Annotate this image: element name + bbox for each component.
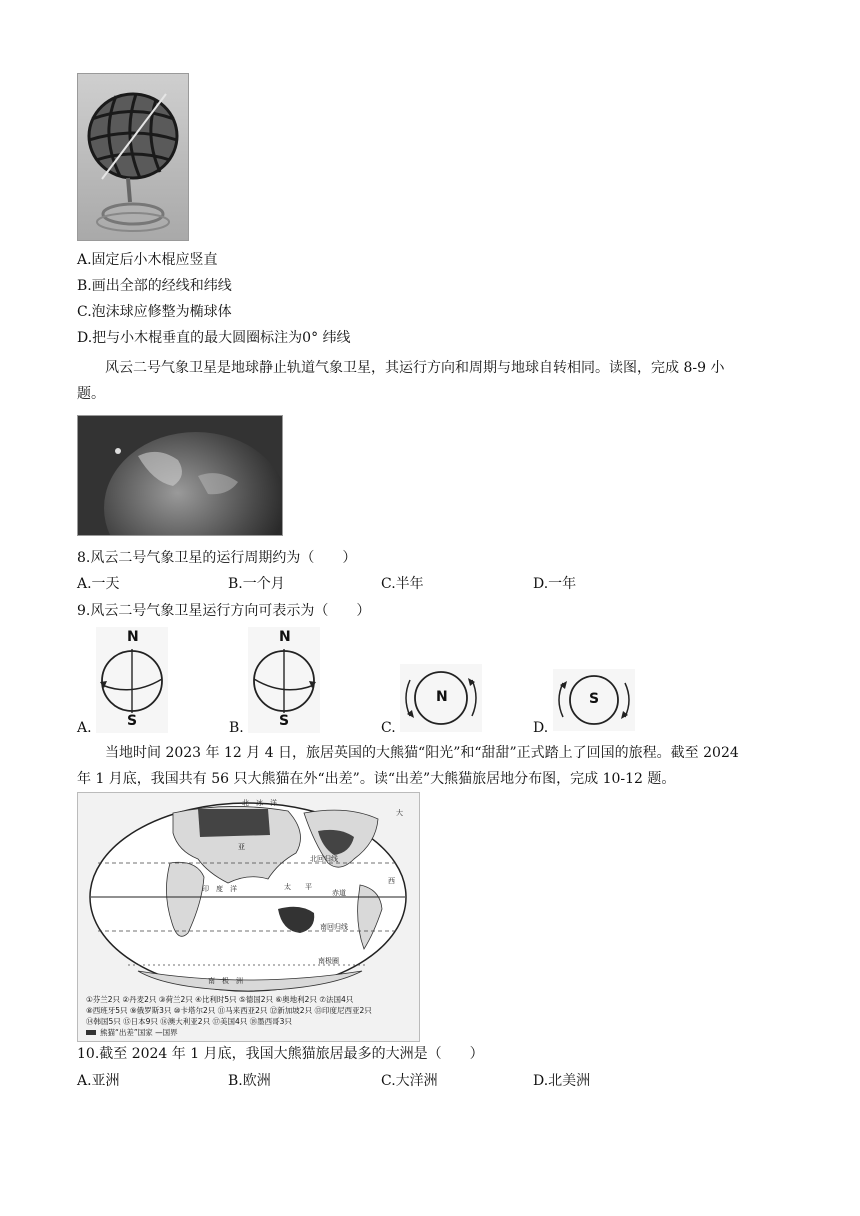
- earth-illustration: [78, 416, 282, 535]
- q8-stem: 8.风云二号气象卫星的运行周期约为（ ）: [77, 550, 357, 566]
- globe-model-illustration: [78, 74, 188, 240]
- q10-stem: 10.截至 2024 年 1 月底，我国大熊猫旅居最多的大洲是（ ）: [77, 1046, 484, 1062]
- q10-option-c: C.大洋洲: [381, 1073, 438, 1089]
- map-legend-key: 熊猫“出差”国家 —国界: [100, 1028, 178, 1037]
- map-label-antarctica: 南 极 洲: [208, 977, 243, 985]
- map-label-big: 大: [396, 809, 403, 817]
- map-label-equator: 赤道: [332, 889, 346, 897]
- q9-option-a-letter: A.: [77, 720, 92, 736]
- q9-diagram-b: [248, 627, 320, 733]
- q9-option-d-letter: D.: [533, 720, 549, 736]
- map-legend-line2: ⑧西班牙5只 ⑨俄罗斯3只 ⑩卡塔尔2只 ⑪马来西亚2只 ⑫新加坡2只 ⑬印度尼西亚2只: [86, 1006, 372, 1015]
- map-label-north-tropic: 北回归线: [310, 855, 338, 863]
- q9-diagram-a: [96, 627, 168, 733]
- q8-option-c: C.半年: [381, 576, 424, 592]
- map-label-indian-ocean: 印 度 洋: [202, 885, 237, 893]
- q9-a-north-label: N: [127, 629, 139, 645]
- map-label-asia: 亚: [238, 843, 245, 851]
- passage2-line1: 当地时间 2023 年 12 月 4 日，旅居英国的大熊猫“阳光”和“甜甜”正式踏上了回国的旅程。截至 2024: [105, 745, 739, 761]
- q7-option-c: C.泡沫球应修整为椭球体: [77, 304, 232, 320]
- world-map-illustration: [78, 793, 419, 1041]
- map-legend-line3: ⑭韩国5只 ⑮日本9只 ⑯澳大利亚2只 ⑰美国4只 ⑱墨西哥3只: [86, 1017, 292, 1026]
- globe-model-photo: [77, 73, 189, 241]
- q9-a-south-label: S: [127, 713, 138, 729]
- q8-option-d: D.一年: [533, 576, 577, 592]
- q9-option-b-letter: B.: [229, 720, 244, 736]
- map-label-arctic: 北 冰 洋: [242, 799, 277, 807]
- q8-option-a: A.一天: [77, 576, 120, 592]
- map-label-west: 西: [388, 877, 395, 885]
- satellite-earth-photo: [77, 415, 283, 536]
- q9-d-south-label: S: [589, 691, 600, 707]
- q9-stem: 9.风云二号气象卫星运行方向可表示为（ ）: [77, 603, 371, 619]
- q10-option-d: D.北美洲: [533, 1073, 591, 1089]
- map-label-pacific: 太 平: [284, 883, 312, 891]
- passage1-line2: 题。: [77, 386, 105, 402]
- q9-b-north-label: N: [279, 629, 291, 645]
- q7-option-a: A.固定后小木棍应竖直: [77, 252, 218, 268]
- q10-option-b: B.欧洲: [228, 1073, 271, 1089]
- map-label-antarctic-circle: 南极圈: [318, 957, 339, 965]
- q9-diagram-d: [553, 669, 635, 731]
- q7-option-d: D.把与小木棍垂直的最大圆圈标注为0° 纬线: [77, 330, 351, 346]
- q10-option-a: A.亚洲: [77, 1073, 120, 1089]
- q7-option-b: B.画出全部的经线和纬线: [77, 278, 232, 294]
- q9-b-south-label: S: [279, 713, 290, 729]
- q8-options: [77, 574, 777, 594]
- q9-c-north-label: N: [436, 689, 448, 705]
- panda-distribution-map: [77, 792, 420, 1042]
- map-label-south-tropic: 南回归线: [320, 923, 348, 931]
- passage2-line2: 年 1 月底，我国共有 56 只大熊猫在外“出差”。读“出差”大熊猫旅居地分布图，完成 10-12 题。: [77, 771, 676, 787]
- passage1-line1: 风云二号气象卫星是地球静止轨道气象卫星，其运行方向和周期与地球自转相同。读图，完成 8-9 小: [105, 360, 725, 376]
- q9-diagram-c: [400, 664, 482, 732]
- q10-options: [77, 1071, 777, 1091]
- map-legend-line1: ①芬兰2只 ②丹麦2只 ③荷兰2只 ④比利时5只 ⑤德国2只 ⑥奥地利2只 ⑦法国4只: [86, 995, 354, 1004]
- q8-option-b: B.一个月: [228, 576, 285, 592]
- q9-option-c-letter: C.: [381, 720, 396, 736]
